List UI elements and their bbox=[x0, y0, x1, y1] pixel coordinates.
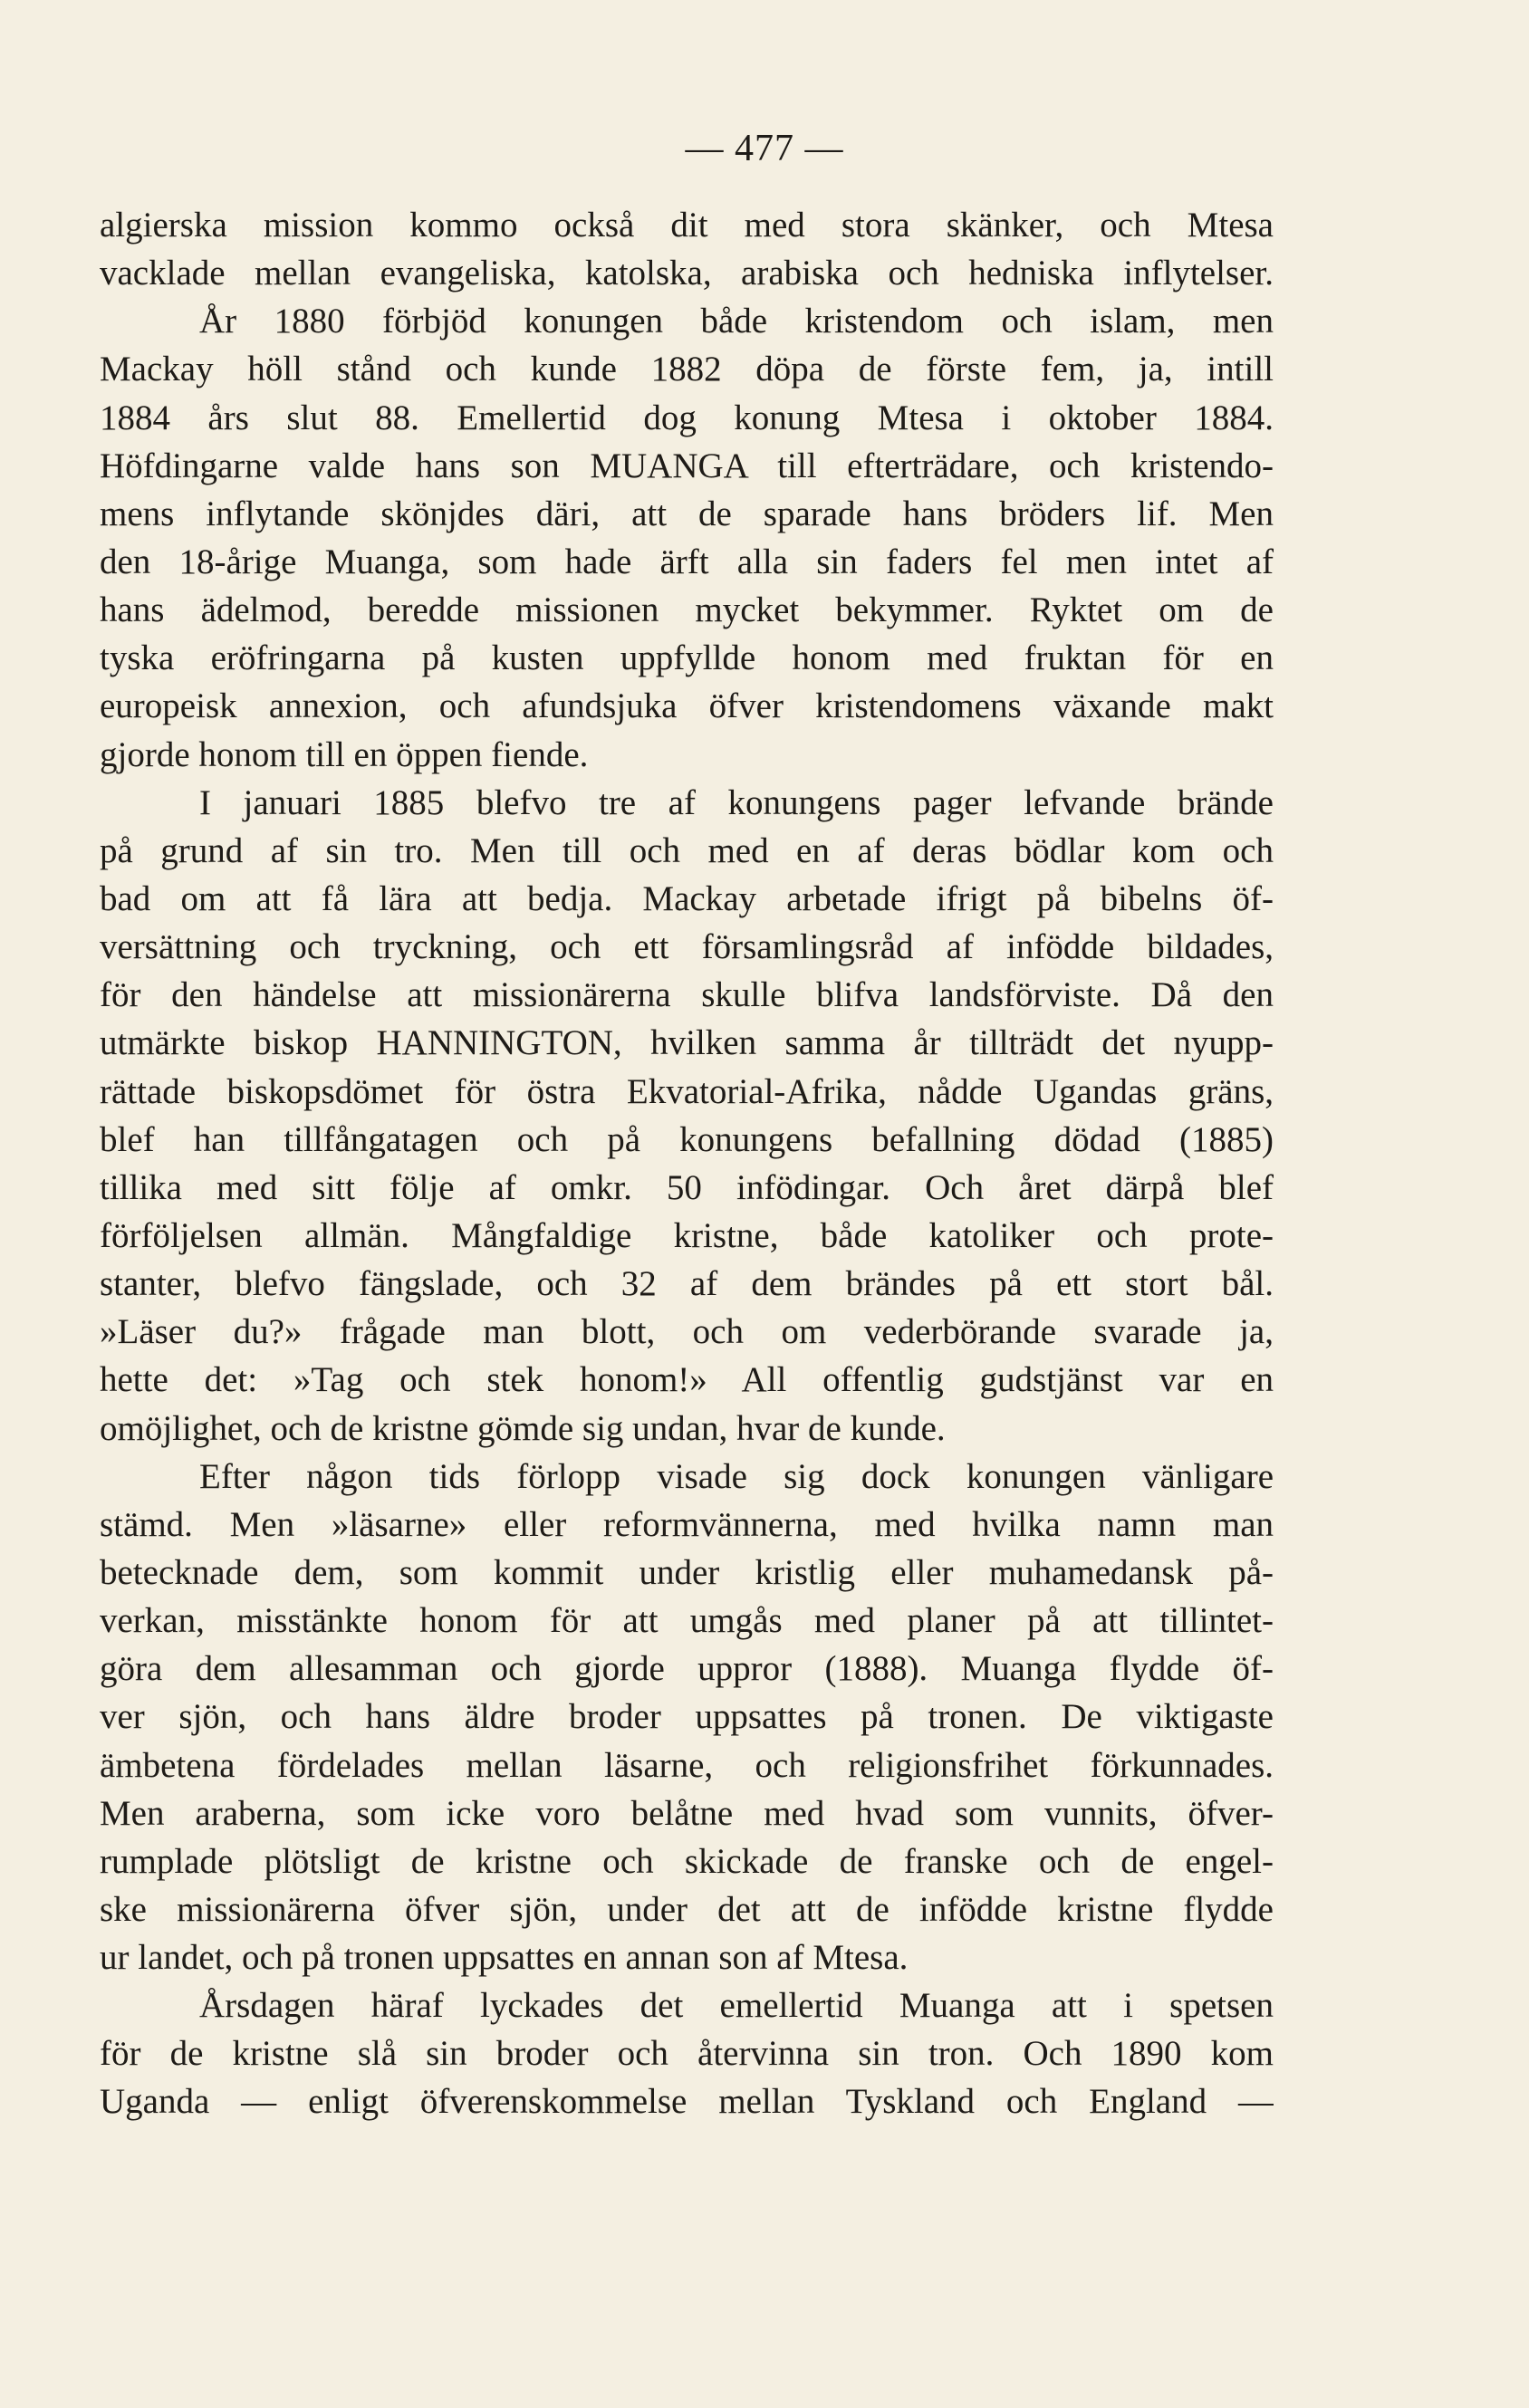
text-line: på grund af sin tro. Men till och med en af deras bödlar kom och bbox=[100, 830, 1274, 870]
text-line: algierska mission kommo också dit med stora skänker, och Mtesa bbox=[100, 206, 1274, 245]
text-line: för den händelse att missionärerna skulle blifva landsförviste. Då den bbox=[100, 975, 1274, 1015]
text-line: verkan, misstänkte honom för att umgås med planer på att tillintet- bbox=[100, 1601, 1274, 1641]
text-line: hans ädelmod, beredde missionen mycket bekymmer. Ryktet om de bbox=[100, 590, 1274, 630]
text-line: ämbetena fördelades mellan läsarne, och religionsfrihet förkunnades. bbox=[100, 1745, 1274, 1785]
text-line: europeisk annexion, och afundsjuka öfver kristendomens växande makt bbox=[100, 686, 1274, 726]
text-line: omöjlighet, och de kristne gömde sig undan, hvar de kunde. bbox=[100, 1408, 946, 1448]
text-line: Årsdagen häraf lyckades det emellertid Muanga att i spetsen bbox=[199, 1986, 1274, 2026]
text-line: stanter, blefvo fängslade, och 32 af dem brändes på ett stort bål. bbox=[100, 1264, 1274, 1304]
text-line: Efter någon tids förlopp visade sig dock konungen vänligare bbox=[199, 1456, 1274, 1496]
text-line: ver sjön, och hans äldre broder uppsattes på tronen. De viktigaste bbox=[100, 1697, 1274, 1737]
text-line: rättade biskopsdömet för östra Ekvatorial-Afrika, nådde Ugandas gräns, bbox=[100, 1071, 1274, 1111]
text-line: tillika med sitt följe af omkr. 50 infödingar. Och året därpå blef bbox=[100, 1167, 1274, 1207]
text-line: för de kristne slå sin broder och återvinna sin tron. Och 1890 kom bbox=[100, 2034, 1274, 2074]
text-line: Men araberna, som icke voro belåtne med hvad som vunnits, öfver- bbox=[100, 1793, 1274, 1833]
text-line: År 1880 förbjöd konungen både kristendom och islam, men bbox=[199, 302, 1274, 341]
text-line: göra dem allesamman och gjorde uppror (1888). Muanga flydde öf- bbox=[100, 1649, 1274, 1689]
text-line: hette det: »Tag och stek honom!» All offentlig gudstjänst var en bbox=[100, 1360, 1274, 1400]
text-line: ske missionärerna öfver sjön, under det att de infödde kristne flydde bbox=[100, 1889, 1274, 1929]
text-line: vacklade mellan evangeliska, katolska, arabiska och hedniska inflytelser. bbox=[100, 254, 1274, 293]
text-line: tyska eröfringarna på kusten uppfyllde honom med fruktan för en bbox=[100, 638, 1274, 678]
text-line: 1884 års slut 88. Emellertid dog konung Mtesa i oktober 1884. bbox=[100, 398, 1274, 437]
text-line: Mackay höll stånd och kunde 1882 döpa de förste fem, ja, intill bbox=[100, 350, 1274, 389]
text-line: den 18-årige Muanga, som hade ärft alla sin faders fel men intet af bbox=[100, 542, 1274, 581]
text-line: utmärkte biskop HANNINGTON, hvilken samma år tillträdt det nyupp- bbox=[100, 1023, 1274, 1063]
text-line: Höfdingarne valde hans son MUANGA till efterträdare, och kristendo- bbox=[100, 446, 1274, 485]
text-line: »Läser du?» frågade man blott, och om vederbörande svarade ja, bbox=[100, 1312, 1274, 1352]
text-line: I januari 1885 blefvo tre af konungens pager lefvande brände bbox=[199, 782, 1274, 822]
text-line: blef han tillfångatagen och på konungens befallning dödad (1885) bbox=[100, 1119, 1274, 1159]
text-line: gjorde honom till en öppen fiende. bbox=[100, 734, 589, 774]
text-line: betecknade dem, som kommit under kristlig eller muhamedansk på- bbox=[100, 1552, 1274, 1592]
page-number: — 477 — bbox=[685, 128, 844, 169]
text-line: mens inflytande skönjdes däri, att de sparade hans bröders lif. Men bbox=[100, 494, 1274, 533]
text-line: rumplade plötsligt de kristne och skickade de franske och de engel- bbox=[100, 1841, 1274, 1881]
text-line: Uganda — enligt öfverenskommelse mellan Tyskland och England — bbox=[100, 2082, 1274, 2122]
text-line: versättning och tryckning, och ett församlingsråd af infödde bildades, bbox=[100, 927, 1274, 967]
text-line: stämd. Men »läsarne» eller reformvännerna, med hvilka namn man bbox=[100, 1504, 1274, 1544]
text-line: bad om att få lära att bedja. Mackay arbetade ifrigt på bibelns öf- bbox=[100, 878, 1274, 918]
text-line: förföljelsen allmän. Mångfaldige kristne, både katoliker och prote- bbox=[100, 1215, 1274, 1255]
text-line: ur landet, och på tronen uppsattes en annan son af Mtesa. bbox=[100, 1938, 909, 1978]
body-text bbox=[100, 201, 1274, 2126]
